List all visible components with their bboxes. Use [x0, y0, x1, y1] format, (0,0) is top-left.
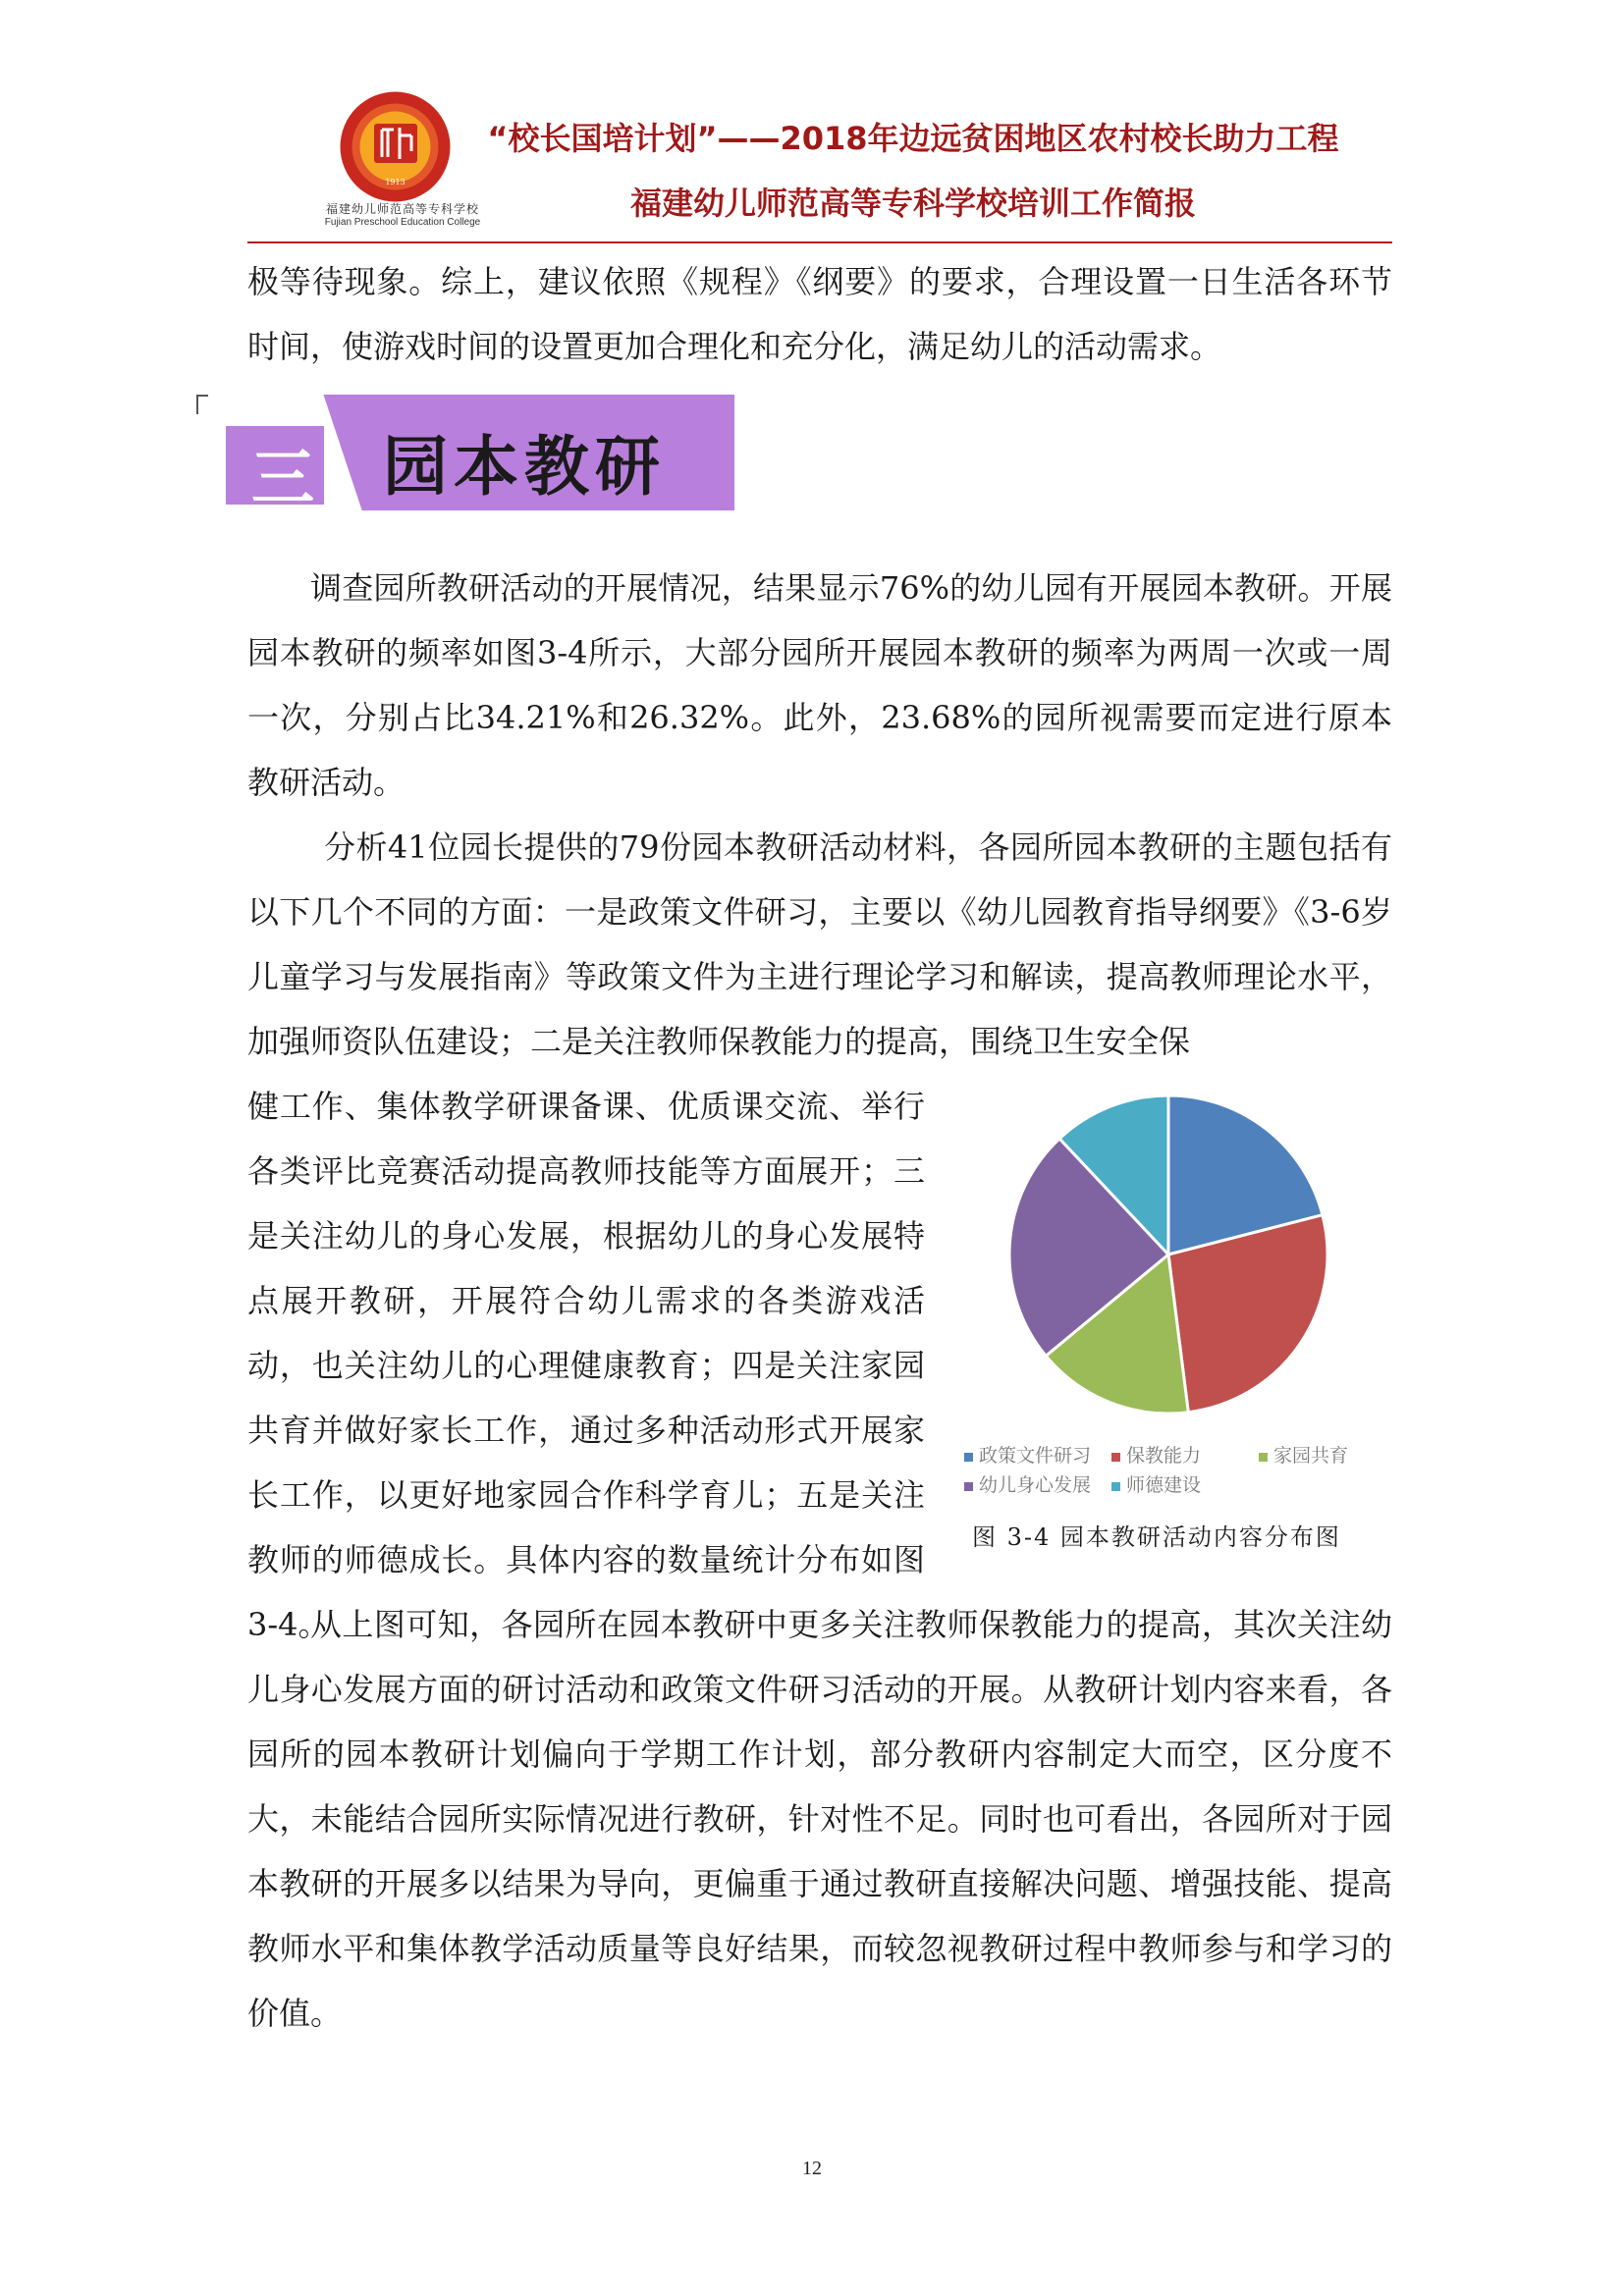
legend-swatch	[1111, 1453, 1120, 1462]
legend-label: 幼儿身心发展	[979, 1474, 1092, 1496]
logo-caption-en: Fujian Preschool Education College	[324, 217, 481, 228]
college-logo-icon	[339, 90, 452, 203]
header-subtitle: 福建幼儿师范高等专科学校培训工作简报	[629, 185, 1196, 222]
section-number: 三	[251, 443, 314, 515]
legend-item-4	[964, 1470, 1091, 1497]
page-header	[245, 90, 1394, 243]
pie-chart-svg	[943, 1080, 1394, 1433]
paragraph-1: 极等待现象。综上，建议依照《规程》《纲要》的要求，合理设置一日生活各环节时间，使游戏时间的设置更加合理化和充分化，满足幼儿的活动需求。	[247, 263, 1392, 365]
section-title: 园本教研	[383, 428, 666, 505]
legend-swatch	[964, 1482, 973, 1491]
paragraph-5: 从上图可知，各园所在园本教研中更多关注教师保教能力的提高，其次关注幼儿身心发展方面的研讨活动和政策文件研习活动的开展。从教研计划内容来看，各园所的园本教研计划偏向于学期工作计划，部分教研内容制定大而空，区分度不大，未能结合园所实际情况进行教研，针对性不足。同时也可看出，各园所对于园本教研的开展多以结果为导向，更偏重于通过教研直接解决问题、增强技能、提高教师水平和集体教学活动质量等良好结果，而较忽视教研过程中教师参与和学习的价值。	[247, 1606, 1392, 2032]
legend-swatch	[1259, 1453, 1268, 1462]
section-banner	[196, 389, 746, 516]
legend-item-3	[1259, 1441, 1348, 1468]
logo-caption-cn: 福建幼儿师范高等专科学校	[325, 202, 479, 216]
legend-swatch	[964, 1453, 973, 1462]
legend-label: 家园共育	[1273, 1445, 1349, 1467]
paragraph-3: 分析41位园长提供的79份园本教研活动材料，各园所园本教研的主题包括有以下几个不同的方面：一是政策文件研习，主要以《幼儿园教育指导纲要》《3-6岁儿童学习与发展指南》等政策文件为主进行理论学习和解读，提高教师理论水平，加强师资队伍建设；二是关注教师保教能力的提高，围绕卫生安全保	[247, 828, 1392, 1060]
pie-chart	[943, 1080, 1394, 1590]
legend-item-2	[1111, 1441, 1201, 1468]
legend-label: 政策文件研习	[979, 1445, 1092, 1467]
paragraph-4: 健工作、集体教学研课备课、优质课交流、举行各类评比竞赛活动提高教师技能等方面展开；三是关注幼儿的身心发展，根据幼儿的身心发展特点展开教研，开展符合幼儿需求的各类游戏活动，也关注幼儿的心理健康教育；四是关注家园共育并做好家长工作，通过多种活动形式开展家长工作，以更好地家园合作科学育儿；五是关注教师的师德成长。具体内容的数量统计分布如图3-4。	[247, 1088, 925, 1643]
header-title: “校长国培计划”——2018年边远贫困地区农村校长助力工程	[487, 120, 1339, 157]
header-divider	[247, 241, 1392, 243]
logo-year: 1913	[385, 178, 406, 187]
legend-item-5	[1111, 1470, 1201, 1497]
paragraph-2: 调查园所教研活动的开展情况，结果显示76%的幼儿园有开展园本教研。开展园本教研的频率如图3-4所示，大部分园所开展园本教研的频率为两周一次或一周一次，分别占比34.21%和26.32%。此外，23.68%的园所视需要而定进行原本教研活动。	[247, 569, 1392, 801]
legend-swatch	[1111, 1482, 1120, 1491]
chart-caption: 图 3-4 园本教研活动内容分布图	[972, 1523, 1341, 1551]
page-number: 12	[802, 2158, 822, 2179]
legend-label: 保教能力	[1126, 1445, 1202, 1467]
banner-corner-mark	[196, 395, 208, 414]
legend-item-1	[964, 1441, 1091, 1468]
legend-label: 师德建设	[1126, 1474, 1202, 1496]
